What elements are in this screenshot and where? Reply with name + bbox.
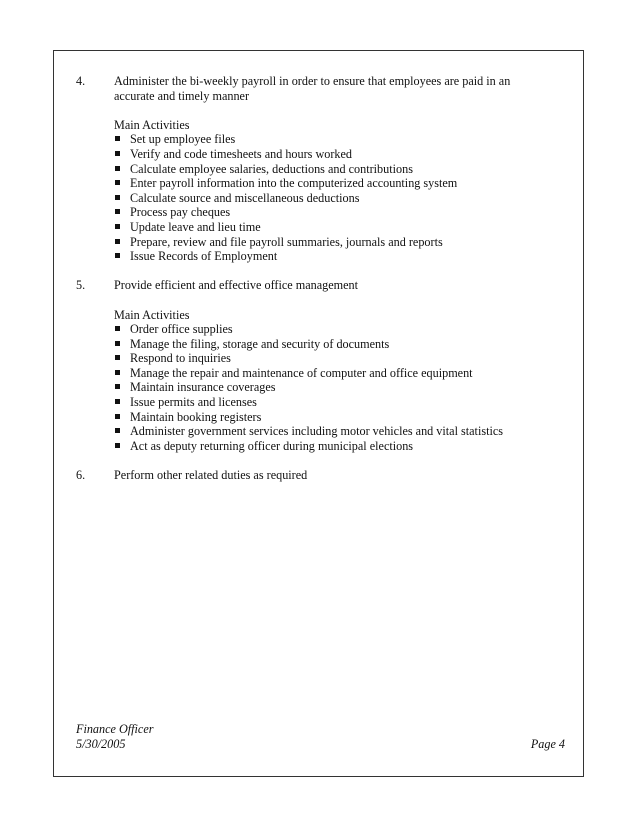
duty-title: Perform other related duties as required bbox=[114, 468, 308, 483]
footer-doc-title: Finance Officer bbox=[76, 722, 154, 736]
footer-date: 5/30/2005 bbox=[76, 736, 126, 751]
square-bullet-icon bbox=[115, 151, 120, 156]
list-item bbox=[114, 162, 566, 177]
activity-text: Verify and code timesheets and hours worked bbox=[130, 146, 353, 161]
list-item bbox=[114, 191, 566, 206]
activity-text: Set up employee files bbox=[130, 132, 236, 147]
activity-text: Calculate employee salaries, deductions and contributions bbox=[130, 161, 413, 176]
list-item bbox=[114, 322, 566, 337]
list-item bbox=[114, 249, 566, 264]
duty-body bbox=[114, 278, 566, 453]
square-bullet-icon bbox=[115, 253, 120, 258]
square-bullet-icon bbox=[115, 209, 120, 214]
activity-text: Respond to inquiries bbox=[130, 351, 231, 366]
duty-body bbox=[114, 74, 566, 264]
duty-item-4 bbox=[76, 74, 566, 264]
square-bullet-icon bbox=[115, 399, 120, 404]
document-body bbox=[76, 74, 566, 497]
duty-number: 5. bbox=[76, 278, 86, 293]
activity-text: Issue Records of Employment bbox=[130, 249, 278, 264]
square-bullet-icon bbox=[115, 224, 120, 229]
square-bullet-icon bbox=[115, 341, 120, 346]
duty-number: 6. bbox=[76, 468, 86, 483]
activities-list bbox=[114, 132, 566, 263]
activity-text: Administer government services including motor vehicles and vital statistics bbox=[130, 424, 503, 439]
activity-text: Enter payroll information into the computerized accounting system bbox=[130, 176, 458, 191]
activities-list bbox=[114, 322, 566, 453]
duty-item-6 bbox=[76, 468, 566, 483]
activity-text: Maintain insurance coverages bbox=[130, 380, 276, 395]
list-item bbox=[114, 410, 566, 425]
square-bullet-icon bbox=[115, 443, 120, 448]
activity-text: Issue permits and licenses bbox=[130, 395, 257, 410]
square-bullet-icon bbox=[115, 166, 120, 171]
activity-text: Prepare, review and file payroll summaries, journals and reports bbox=[130, 234, 443, 249]
list-item bbox=[114, 424, 566, 439]
list-item bbox=[114, 380, 566, 395]
duty-title: Provide efficient and effective office management bbox=[114, 278, 358, 293]
square-bullet-icon bbox=[115, 239, 120, 244]
square-bullet-icon bbox=[115, 384, 120, 389]
activity-text: Maintain booking registers bbox=[130, 409, 262, 424]
footer-page-number: Page 4 bbox=[530, 736, 565, 751]
square-bullet-icon bbox=[115, 370, 120, 375]
activities-label: Main Activities bbox=[114, 117, 190, 132]
square-bullet-icon bbox=[115, 195, 120, 200]
list-item bbox=[114, 205, 566, 220]
list-item bbox=[114, 351, 566, 366]
duty-body bbox=[114, 468, 566, 483]
list-item bbox=[114, 176, 566, 191]
square-bullet-icon bbox=[115, 136, 120, 141]
list-item bbox=[114, 220, 566, 235]
square-bullet-icon bbox=[115, 428, 120, 433]
activity-text: Manage the filing, storage and security of documents bbox=[130, 336, 390, 351]
activity-text: Calculate source and miscellaneous deductions bbox=[130, 190, 360, 205]
activity-text: Manage the repair and maintenance of computer and office equipment bbox=[130, 365, 473, 380]
activities-label: Main Activities bbox=[114, 307, 190, 322]
activity-text: Update leave and lieu time bbox=[130, 219, 261, 234]
square-bullet-icon bbox=[115, 180, 120, 185]
page-footer bbox=[76, 722, 565, 751]
activity-text: Process pay cheques bbox=[130, 205, 231, 220]
duty-title: Administer the bi-weekly payroll in order to ensure that employees are paid in an accurate and timely manner bbox=[114, 74, 511, 103]
list-item bbox=[114, 395, 566, 410]
list-item bbox=[114, 235, 566, 250]
square-bullet-icon bbox=[115, 355, 120, 360]
list-item bbox=[114, 439, 566, 454]
duty-item-5 bbox=[76, 278, 566, 453]
footer-row bbox=[76, 737, 565, 752]
duty-number: 4. bbox=[76, 74, 86, 88]
list-item bbox=[114, 147, 566, 162]
list-item bbox=[114, 366, 566, 381]
list-item bbox=[114, 132, 566, 147]
activity-text: Order office supplies bbox=[130, 322, 233, 337]
list-item bbox=[114, 337, 566, 352]
activity-text: Act as deputy returning officer during municipal elections bbox=[130, 438, 414, 453]
square-bullet-icon bbox=[115, 414, 120, 419]
square-bullet-icon bbox=[115, 326, 120, 331]
